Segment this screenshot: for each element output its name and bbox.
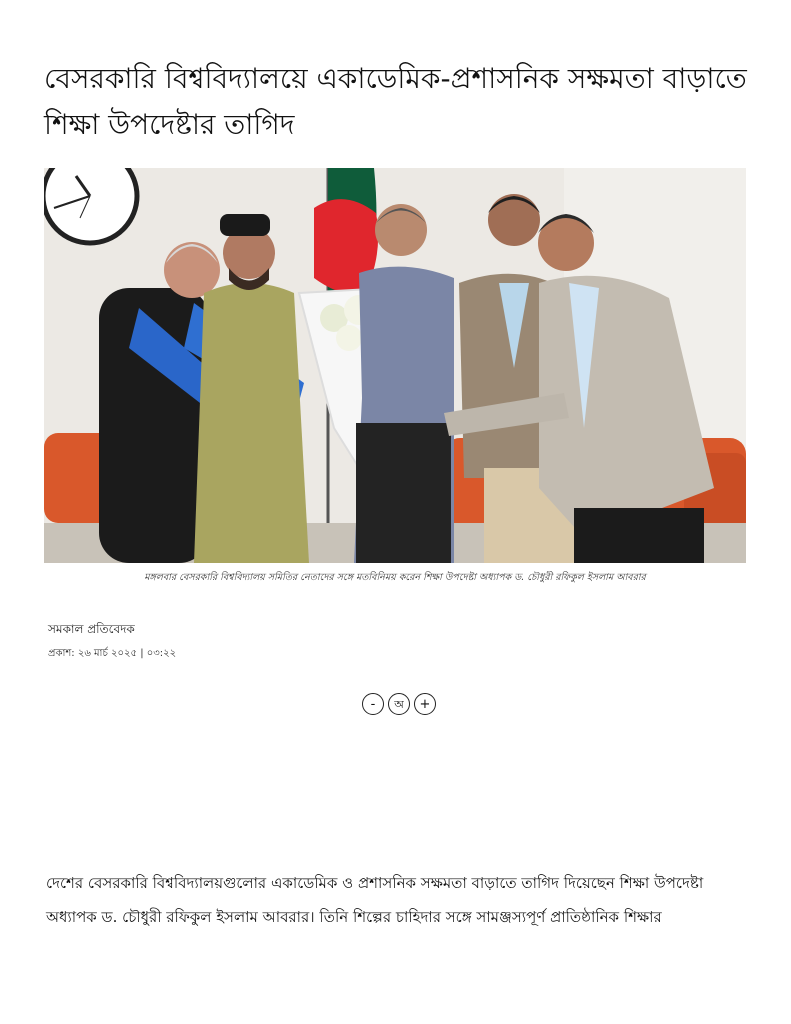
photo-caption: মঙ্গলবার বেসরকারি বিশ্ববিদ্যালয় সমিতির নেতাদের সঙ্গে মতবিনিময় করেন শিক্ষা উপদেষ্টা অধ্যাপক ড. চৌধুরী রফিকুল ইসলাম আবরার xyxy=(144,572,646,583)
article-photo xyxy=(44,168,746,563)
font-increase-button[interactable]: + xyxy=(414,693,436,715)
font-decrease-button[interactable]: - xyxy=(362,693,384,715)
article-headline: বেসরকারি বিশ্ববিদ্যালয়ে একাডেমিক-প্রশাসনিক সক্ষমতা বাড়াতে শিক্ষা উপদেষ্টার তাগিদ xyxy=(44,62,747,141)
publish-date: প্রকাশ: ২৬ মার্চ ২০২৫ | ০৩:২২ xyxy=(48,648,177,659)
author-byline[interactable]: সমকাল প্রতিবেদক xyxy=(48,622,135,636)
wall-clock-icon xyxy=(44,168,137,243)
article-body: দেশের বেসরকারি বিশ্ববিদ্যালয়গুলোর একাডেমিক ও প্রশাসনিক সক্ষমতা বাড়াতে তাগিদ দিয়েছেন শিক্ষা উপদেষ্টা অধ্যাপক ড. চৌধুরী রফিকুল ইসলাম আবরার। তিনি শিল্পের চাহিদার সঙ্গে সামঞ্জস্যপূর্ণ প্রাতিষ্ঠানিক শিক্ষার xyxy=(46,874,704,926)
font-size-controls xyxy=(362,693,436,715)
font-reset-button[interactable]: অ xyxy=(388,693,410,715)
